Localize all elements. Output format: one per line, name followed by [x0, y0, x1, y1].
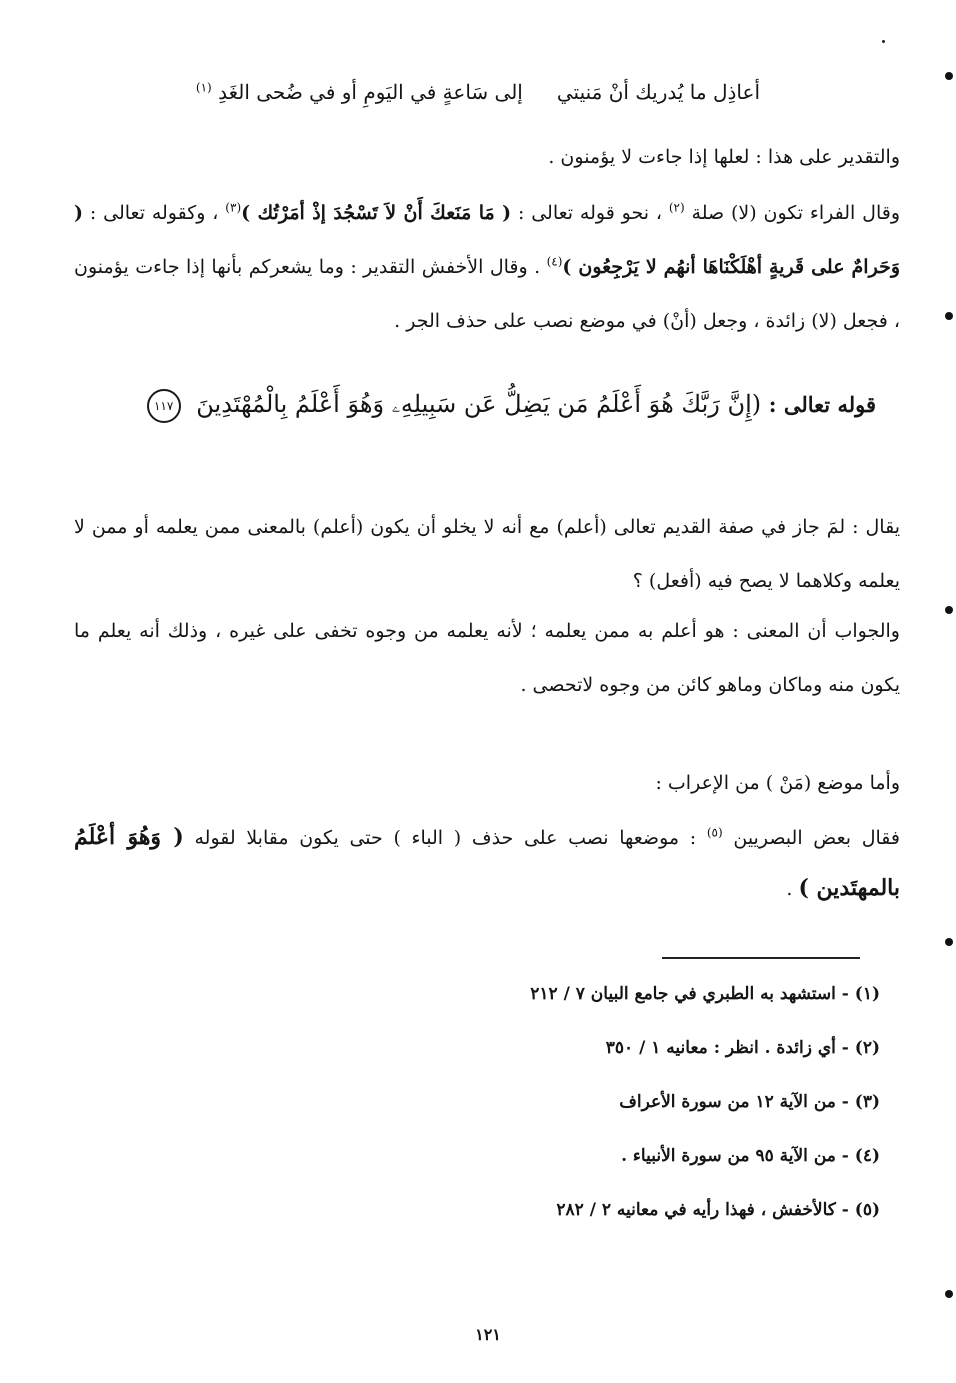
- footnote-2: [606, 1036, 880, 1060]
- verse-second-hemistich: إلى سَاعةٍ في اليَومِ أو في ضُحى الغَدِ: [218, 80, 523, 104]
- verse-first-hemistich: أعاذِل ما يُدريك أنْ مَنيتي: [556, 80, 760, 104]
- footnote-number: (١): [854, 984, 880, 1004]
- footnote-text: - استشهد به الطبري في جامع البيان ٧ / ٢١٢: [530, 984, 849, 1004]
- paragraph-answer: والجواب أن المعنى : هو أعلم به ممن يعلمه ؛ لأنه يعلمه من وجوه تخفى على غيره ، وذلك أنه يعلم ما يكون منه وماكان وماهو كائن من وجوه لاتحصى .: [74, 620, 900, 696]
- scan-margin-dot: [945, 1290, 953, 1298]
- irab-end: .: [786, 878, 793, 900]
- quran-quote-anbiya: ( وَحَرامٌ على قَريةٍ أهْلَكْنَاهَا أنهُم لا يَرْجِعُون ): [74, 202, 900, 278]
- irab-heading: وأما موضع (مَنْ ) من الإعراب :: [655, 772, 900, 794]
- page-number: ١٢١: [475, 1325, 501, 1344]
- footnote-ref-4: (٤): [546, 254, 563, 269]
- scan-margin-dot: [945, 72, 953, 80]
- footnote-text: - كالأخفش ، فهذا رأيه في معانيه ٢ / ٢٨٢: [556, 1200, 849, 1220]
- farra-text-c: ، وكقوله تعالى :: [89, 202, 219, 224]
- footnote-number: (٣): [854, 1092, 880, 1112]
- quran-quote-muhtadin: ( وَهُوَ أعْلَمُ بالمهتَدين ): [74, 824, 900, 901]
- footnote-number: (٢): [854, 1038, 880, 1058]
- footnote-separator: [662, 957, 860, 959]
- footnote-4: [621, 1144, 880, 1168]
- farra-text-b: ، نحو قوله تعالى :: [517, 202, 662, 224]
- irab-text-a: فقال بعض البصريين: [733, 827, 900, 849]
- scan-margin-dot: [945, 938, 953, 946]
- poetry-verse: [196, 78, 760, 106]
- paragraph-farra: [74, 186, 900, 348]
- footnote-5: [556, 1198, 880, 1222]
- irab-text-b: : موضعها نصب على حذف ( الباء ) حتى يكون مقابلا لقوله: [194, 827, 697, 849]
- footnote-text: - من الآية ١٢ من سورة الأعراف: [619, 1092, 849, 1112]
- footnote-text: - من الآية ٩٥ من سورة الأنبياء .: [621, 1146, 849, 1166]
- scan-margin-dot: [945, 312, 953, 320]
- paragraph-irab: [74, 812, 900, 914]
- footnote-ref-2: (٢): [668, 200, 685, 215]
- paragraph-taqdir: والتقدير على هذا : لعلها إذا جاءت لا يؤمنون .: [548, 146, 900, 168]
- farra-text-a: وقال الفراء تكون (لا) صلة: [691, 202, 900, 224]
- scan-margin-dot: [945, 606, 953, 614]
- quran-verse-line: [147, 384, 876, 425]
- footnote-1: [530, 982, 880, 1006]
- quran-quote-araf: ( مَا مَنَعكَ أَنْ لاَ تَسْجُدَ إذْ أمَرْتُك ): [241, 202, 512, 224]
- footnote-ref-1: (١): [195, 80, 212, 95]
- footnote-3: [619, 1090, 880, 1114]
- footnote-number: (٤): [854, 1146, 880, 1166]
- footnote-number: (٥): [854, 1200, 880, 1220]
- ayah-number-marker: ١١٧: [147, 389, 181, 423]
- farra-text-d: . وقال الأخفش التقدير : وما يشعركم بأنها إذا جاءت يؤمنون ، فجعل (لا) زائدة ، وجعل (أنْ) في موضع نصب على حذف الجر .: [74, 256, 900, 332]
- quran-text: (إِنَّ رَبَّكَ هُوَ أَعْلَمُ مَن يَضِلُّ عَن سَبِيلِهِۦ وَهُوَ أَعْلَمُ بِالْمُهْتَدِينَ: [196, 390, 762, 418]
- scan-speck: [882, 40, 885, 43]
- paragraph-question: يقال : لمَ جاز في صفة القديم تعالى (أعلم) مع أنه لا يخلو أن يكون (أعلم) بالمعنى ممن يعلمه أو ممن لا يعلمه وكلاهما لا يصح فيه (أفعل) ؟: [74, 516, 900, 592]
- footnote-ref-3: (٣): [225, 200, 242, 215]
- quran-intro: قوله تعالى :: [768, 392, 876, 417]
- footnote-text: - أي زائدة . انظر : معانيه ١ / ٣٥٠: [605, 1038, 849, 1058]
- footnote-ref-5: (٥): [706, 825, 723, 840]
